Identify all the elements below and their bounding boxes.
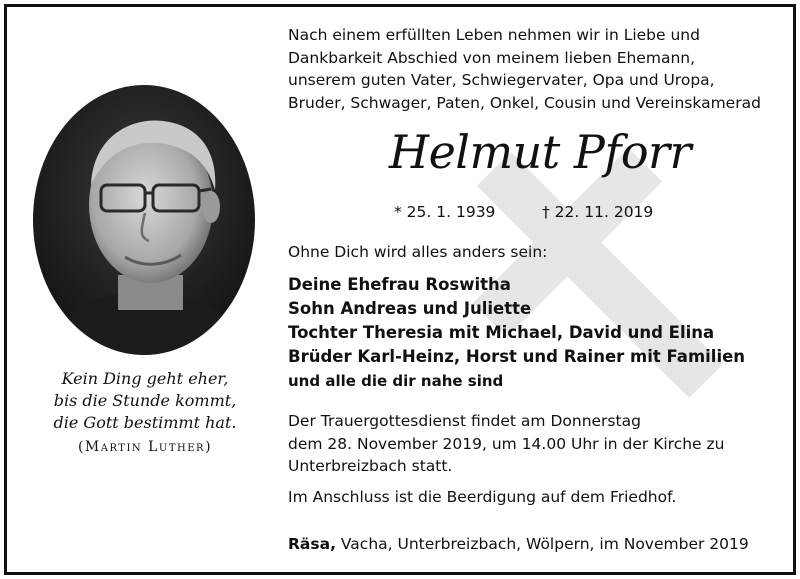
service-line: Der Trauergottesdienst findet am Donnerstag [288,412,641,430]
mourning-line: Ohne Dich wird alles anders sein: [288,243,548,261]
family-list [288,273,783,393]
quote [20,368,270,434]
portrait-photo [33,85,255,355]
intro-line: Nach einem erfüllten Leben nehmen wir in Liebe und [288,26,700,44]
burial-info: Im Anschluss ist die Beerdigung auf dem Friedhof. [288,488,677,506]
family-last-line: und alle die dir nahe sind [288,372,504,390]
footer-places [288,535,749,553]
intro-line: unserem guten Vater, Schwiegervater, Opa und Uropa, [288,71,715,89]
family-line: Tochter Theresia mit Michael, David und Elina [288,323,715,342]
quote-author: (Martin Luther) [77,439,213,455]
quote-line: bis die Stunde kommt, [53,391,237,410]
death-date: † 22. 11. 2019 [542,203,654,221]
footer-place-bold: Räsa, [288,535,336,553]
family-line: Sohn Andreas und Juliette [288,299,532,318]
deceased-name: Helmut Pforr [388,125,692,179]
service-info [288,410,783,478]
footer-place-rest: Vacha, Unterbreizbach, Wölpern, im November 2019 [335,535,749,553]
intro-line: Dankbarkeit Abschied von meinem lieben Ehemann, [288,48,696,67]
intro-line: Bruder, Schwager, Paten, Onkel, Cousin und Vereinskamerad [288,93,761,112]
family-line: Deine Ehefrau Roswitha [288,275,511,294]
service-line: Unterbreizbach statt. [288,457,453,475]
birth-date: * 25. 1. 1939 [394,203,496,221]
family-line: Brüder Karl-Heinz, Horst und Rainer mit Familien [288,347,746,366]
service-line: dem 28. November 2019, um 14.00 Uhr in der Kirche zu [288,434,725,453]
intro-text [288,24,783,114]
quote-line: Kein Ding geht eher, [61,369,229,388]
quote-line: die Gott bestimmt hat. [53,413,237,432]
